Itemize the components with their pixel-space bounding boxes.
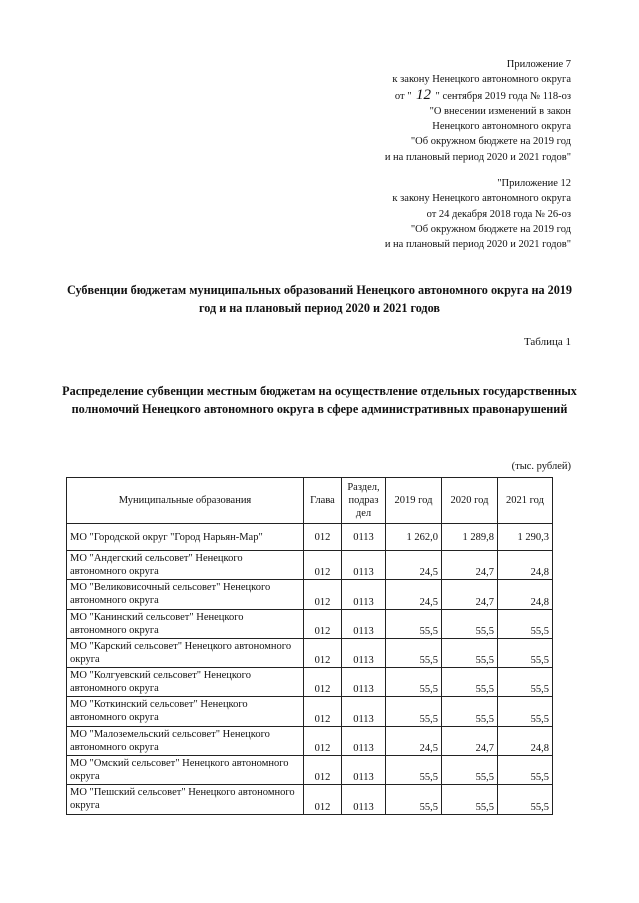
document-title: Субвенции бюджетам муниципальных образований Ненецкого автономного округа на 2019 год и на плановый период 2020 и 2021 годов (67, 283, 572, 315)
glava-cell: 012 (304, 697, 342, 726)
value-2021-cell: 55,5 (498, 638, 553, 667)
value-2020-cell: 55,5 (442, 668, 498, 697)
glava-cell: 012 (304, 638, 342, 667)
municipality-cell: МО "Пешский сельсовет" Ненецкого автономного округа (67, 785, 304, 814)
glava-cell: 012 (304, 551, 342, 580)
municipality-cell: МО "Канинский сельсовет" Ненецкого автономного округа (67, 609, 304, 638)
table-row (67, 668, 553, 697)
table-header-row (67, 478, 553, 524)
table-row (67, 697, 553, 726)
table-title: Распределение субвенции местным бюджетам на осуществление отдельных государственных полномочий Ненецкого автономного округа в сфере административных правонарушений (62, 384, 577, 416)
glava-cell: 012 (304, 609, 342, 638)
appendix-line: "Приложение 12 (497, 178, 571, 189)
appendix-line: "Об окружном бюджете на 2019 год (410, 136, 571, 148)
table-row (67, 609, 553, 638)
table-row (67, 524, 553, 551)
appendix-line: и на плановый период 2020 и 2021 годов" (384, 239, 571, 251)
razdel-cell: 0113 (342, 697, 386, 726)
table-row (67, 726, 553, 755)
header-municipality: Муниципальные образования (67, 478, 304, 524)
razdel-cell: 0113 (342, 551, 386, 580)
value-2021-cell: 24,8 (498, 726, 553, 755)
razdel-cell: 0113 (342, 785, 386, 814)
razdel-cell: 0113 (342, 726, 386, 755)
table-label: Таблица 1 (523, 336, 571, 348)
value-2020-cell: 24,7 (442, 580, 498, 609)
value-2021-cell: 55,5 (498, 697, 553, 726)
appendix-12-header (385, 176, 571, 252)
table-row (67, 551, 553, 580)
appendix-line: Ненецкого автономного округа (432, 121, 571, 133)
glava-cell: 012 (304, 668, 342, 697)
value-2021-cell: 55,5 (498, 609, 553, 638)
subsidy-table (66, 477, 553, 815)
header-2021: 2021 год (498, 478, 553, 524)
value-2020-cell: 1 289,8 (442, 524, 498, 551)
header-glava: Глава (304, 478, 342, 524)
table-row (67, 638, 553, 667)
municipality-cell: МО "Андегский сельсовет" Ненецкого автономного округа (67, 551, 304, 580)
value-2019-cell: 55,5 (386, 668, 442, 697)
razdel-cell: 0113 (342, 580, 386, 609)
value-2020-cell: 24,7 (442, 551, 498, 580)
razdel-cell: 0113 (342, 668, 386, 697)
table-row (67, 580, 553, 609)
appendix-date-line (385, 88, 571, 104)
value-2021-cell: 55,5 (498, 785, 553, 814)
municipality-cell: МО "Великовисочный сельсовет" Ненецкого автономного округа (67, 580, 304, 609)
value-2019-cell: 24,5 (386, 726, 442, 755)
value-2019-cell: 55,5 (386, 785, 442, 814)
value-2020-cell: 24,7 (442, 726, 498, 755)
appendix-line: Приложение 7 (506, 59, 571, 70)
value-2019-cell: 55,5 (386, 697, 442, 726)
value-2020-cell: 55,5 (442, 697, 498, 726)
value-2020-cell: 55,5 (442, 756, 498, 785)
value-2019-cell: 1 262,0 (386, 524, 442, 551)
glava-cell: 012 (304, 726, 342, 755)
appendix-line: "Об окружном бюджете на 2019 год (410, 223, 571, 235)
value-2020-cell: 55,5 (442, 638, 498, 667)
date-suffix: " сентября 2019 года № 118-оз (435, 90, 571, 102)
value-2021-cell: 1 290,3 (498, 524, 553, 551)
razdel-cell: 0113 (342, 609, 386, 638)
municipality-cell: МО "Омский сельсовет" Ненецкого автономного округа (67, 756, 304, 785)
appendix-line: к закону Ненецкого автономного округа (392, 193, 571, 205)
value-2021-cell: 24,8 (498, 551, 553, 580)
units-label: (тыс. рублей) (511, 461, 571, 472)
table-body (67, 524, 553, 815)
table-row (67, 785, 553, 814)
value-2020-cell: 55,5 (442, 785, 498, 814)
razdel-cell: 0113 (342, 638, 386, 667)
glava-cell: 012 (304, 785, 342, 814)
value-2019-cell: 24,5 (386, 580, 442, 609)
appendix-line: от 24 декабря 2018 года № 26-оз (426, 208, 571, 220)
value-2021-cell: 55,5 (498, 756, 553, 785)
razdel-cell: 0113 (342, 756, 386, 785)
value-2019-cell: 55,5 (386, 756, 442, 785)
date-prefix: от " (394, 90, 412, 102)
appendix-line: и на плановый период 2020 и 2021 годов" (384, 151, 571, 163)
glava-cell: 012 (304, 524, 342, 551)
value-2021-cell: 55,5 (498, 668, 553, 697)
appendix-line: к закону Ненецкого автономного округа (392, 74, 571, 86)
header-razdel: Раздел, подраз дел (342, 478, 386, 524)
appendix-7-header (385, 57, 571, 165)
value-2019-cell: 24,5 (386, 551, 442, 580)
table-row (67, 756, 553, 785)
glava-cell: 012 (304, 580, 342, 609)
municipality-cell: МО "Городской округ "Город Нарьян-Мар" (67, 524, 304, 551)
value-2019-cell: 55,5 (386, 638, 442, 667)
header-2020: 2020 год (442, 478, 498, 524)
municipality-cell: МО "Коткинский сельсовет" Ненецкого автономного округа (67, 697, 304, 726)
glava-cell: 012 (304, 756, 342, 785)
value-2021-cell: 24,8 (498, 580, 553, 609)
value-2019-cell: 55,5 (386, 609, 442, 638)
appendix-line: "О внесении изменений в закон (429, 105, 571, 117)
header-2019: 2019 год (386, 478, 442, 524)
municipality-cell: МО "Малоземельский сельсовет" Ненецкого автономного округа (67, 726, 304, 755)
razdel-cell: 0113 (342, 524, 386, 551)
municipality-cell: МО "Карский сельсовет" Ненецкого автономного округа (67, 638, 304, 667)
value-2020-cell: 55,5 (442, 609, 498, 638)
handwritten-day: 12 (416, 86, 432, 103)
municipality-cell: МО "Колгуевский сельсовет" Ненецкого автономного округа (67, 668, 304, 697)
